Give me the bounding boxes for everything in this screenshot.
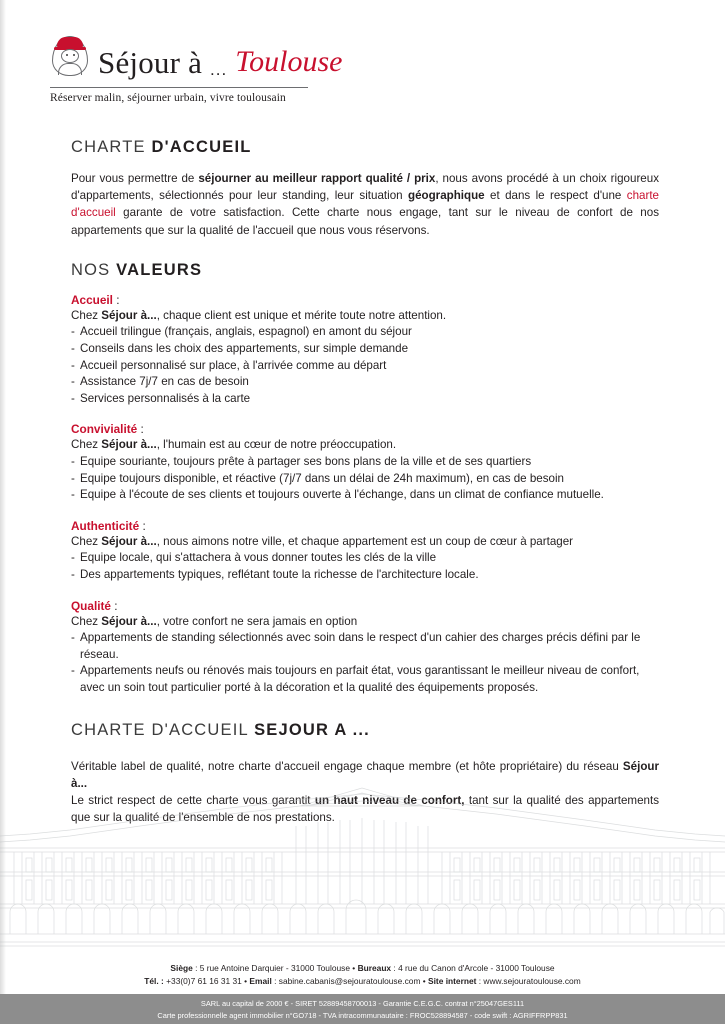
charte-p2: , nous avons procédé à un choix rigoureux d'appartements, sélectionnés pour leur standing, leur situation [71, 172, 659, 203]
closing-l1-brand: Séjour à... [71, 759, 659, 790]
value-intro-brand: Séjour à... [101, 308, 157, 322]
bellhop-character-icon [50, 32, 90, 80]
value-block-authenticite [71, 519, 659, 584]
value-heading-colon: : [137, 422, 144, 437]
value-intro-brand: Séjour à... [101, 438, 157, 452]
value-intro-post: , nous aimons notre ville, et chaque appartement est un coup de cœur à partager [156, 534, 574, 548]
charte-sejour-heading [71, 721, 659, 740]
brand-logo [50, 32, 470, 104]
value-intro-pre: Chez [71, 438, 102, 452]
value-block-qualite [71, 599, 659, 697]
value-heading-colon: : [139, 518, 146, 533]
list-item: - Accueil trilingue (français, anglais, espagnol) en amont du séjour [71, 324, 659, 341]
value-heading [71, 422, 659, 436]
value-heading [71, 599, 659, 613]
valeurs-heading-bold: VALEURS [116, 260, 203, 279]
footer-siege-label: Siège [170, 963, 193, 973]
capitole-building-illustration [0, 776, 725, 948]
value-heading-colon: : [111, 598, 118, 613]
footer-siege-value: : 5 rue Antoine Darquier - 31000 Toulouse • [192, 963, 358, 973]
list-item: - Equipe locale, qui s'attachera à vous donner toutes les clés de la ville [71, 550, 659, 567]
value-intro-brand: Séjour à... [101, 614, 157, 628]
charte-p4: garante de votre satisfaction. Cette charte nous engage, tant sur le niveau de confort de nos appartements que sur la qualité de l'accueil que nous vous réservons. [71, 206, 659, 237]
list-item: - Des appartements typiques, reflétant toute la richesse de l'architecture locale. [71, 567, 659, 584]
footer-tel-value: +33(0)7 61 16 31 31 • [163, 976, 250, 986]
value-intro-pre: Chez [71, 614, 102, 628]
brand-dots: ... [210, 60, 228, 79]
valeurs-heading [71, 261, 659, 280]
brand-tagline: Réserver malin, séjourner urbain, vivre toulousain [50, 92, 286, 104]
closing-l2-pre: Le strict respect de cette charte vous garantit [71, 793, 315, 807]
brand-city: Toulouse [235, 45, 343, 78]
value-block-accueil [71, 293, 659, 408]
footer-bureaux-label: Bureaux [357, 963, 392, 973]
logo-divider [50, 87, 308, 88]
charte-accueil-paragraph [71, 170, 659, 239]
brand-name: Séjour à [98, 45, 203, 80]
valeurs-heading-light: NOS [71, 260, 117, 279]
value-intro [71, 534, 659, 551]
charte-sejour-heading-light: CHARTE D'ACCUEIL [71, 720, 255, 739]
footer-contact [0, 962, 725, 988]
charte-b1: séjourner au meilleur rapport qualité / prix [198, 172, 436, 185]
footer-tel-label: Tél. : [144, 976, 164, 986]
value-heading [71, 293, 659, 307]
value-block-convivialite [71, 422, 659, 503]
closing-l2-bold: un haut niveau de confort, [314, 793, 465, 807]
closing-l2-post: tant sur la qualité des appartements que sur la qualité de l'ensemble de nos prestations. [71, 793, 660, 825]
value-intro [71, 308, 659, 325]
value-heading [71, 519, 659, 533]
legal-line-2: Carte professionnelle agent immobilier n°GO718 - TVA intracommunautaire : FROC528894587 - code swift : AGRIFFRPP831 [157, 1010, 568, 1020]
charte-sejour-heading-bold: SEJOUR A ... [254, 720, 370, 739]
value-list [71, 630, 659, 696]
footer-address-line [0, 962, 725, 975]
charte-p3: et dans le respect d'une [484, 189, 627, 203]
footer-bureaux-value: : 4 rue du Canon d'Arcole - 31000 Toulouse [391, 963, 555, 973]
value-heading-text: Qualité [71, 598, 111, 613]
value-list [71, 550, 659, 583]
charte-b2: géographique [407, 189, 485, 203]
list-item: - Equipe toujours disponible, et réactive (7j/7 dans un délai de 24h maximum), en cas de besoin [71, 471, 659, 488]
charte-highlight: charte d'accueil [71, 189, 659, 220]
footer-email-label: Email [249, 976, 272, 986]
footer-contact-line [0, 975, 725, 988]
footer-website-value[interactable]: : www.sejouratoulouse.com [476, 976, 581, 986]
list-item: - Services personnalisés à la carte [71, 391, 659, 408]
value-heading-text: Authenticité [71, 518, 140, 533]
closing-l1-pre: Véritable label de qualité, notre charte d'accueil engage chaque membre (et hôte propriétaire) du réseau [71, 759, 623, 773]
value-intro-pre: Chez [71, 308, 102, 322]
charte-p1: Pour vous permettre de [71, 172, 199, 185]
list-item: - Conseils dans les choix des appartements, sur simple demande [71, 341, 659, 358]
value-heading-text: Accueil [71, 292, 113, 307]
document-body [71, 138, 659, 826]
value-intro-post: , chaque client est unique et mérite toute notre attention. [156, 308, 447, 322]
value-intro-pre: Chez [71, 534, 102, 548]
footer-email-value[interactable]: : sabine.cabanis@sejouratoulouse.com • [271, 976, 429, 986]
value-intro-post: , l'humain est au cœur de notre préoccupation. [156, 438, 397, 452]
value-intro [71, 614, 659, 631]
value-intro-brand: Séjour à... [101, 534, 157, 548]
value-heading-colon: : [112, 292, 120, 307]
charte-accueil-heading-bold: D'ACCUEIL [151, 138, 252, 156]
list-item: - Assistance 7j/7 en cas de besoin [71, 374, 659, 391]
legal-line-1: SARL au capital de 2000 € - SIRET 52889458700013 - Garantie C.E.G.C. contrat n°25047GES111 [200, 999, 525, 1008]
list-item: - Equipe à l'écoute de ses clients et toujours ouverte à l'échange, dans un climat de confiance mutuelle. [71, 487, 659, 504]
list-item: - Appartements neufs ou rénovés mais toujours en parfait état, vous garantissant le meilleur niveau de confort, avec un soin tout particulier porté à la décoration et la qualité des équipements proposés. [71, 663, 659, 696]
value-list [71, 454, 659, 504]
list-item: - Appartements de standing sélectionnés avec soin dans le respect d'un cahier des charges précis défini par le réseau. [71, 630, 659, 663]
charte-accueil-heading-light: CHARTE [71, 138, 152, 156]
charte-accueil-heading [71, 138, 659, 157]
footer-legal-bar [0, 994, 725, 1024]
list-item: - Accueil personnalisé sur place, à l'arrivée comme au départ [71, 358, 659, 375]
list-item: - Equipe souriante, toujours prête à partager ses bons plans de la ville et de ses quartiers [71, 454, 659, 471]
footer-website-label: Site internet [428, 976, 477, 986]
value-heading-text: Convivialité [71, 422, 138, 437]
value-intro-post: , votre confort ne sera jamais en option [156, 614, 358, 628]
value-intro [71, 437, 659, 454]
value-list [71, 324, 659, 407]
logo-row [50, 32, 470, 80]
